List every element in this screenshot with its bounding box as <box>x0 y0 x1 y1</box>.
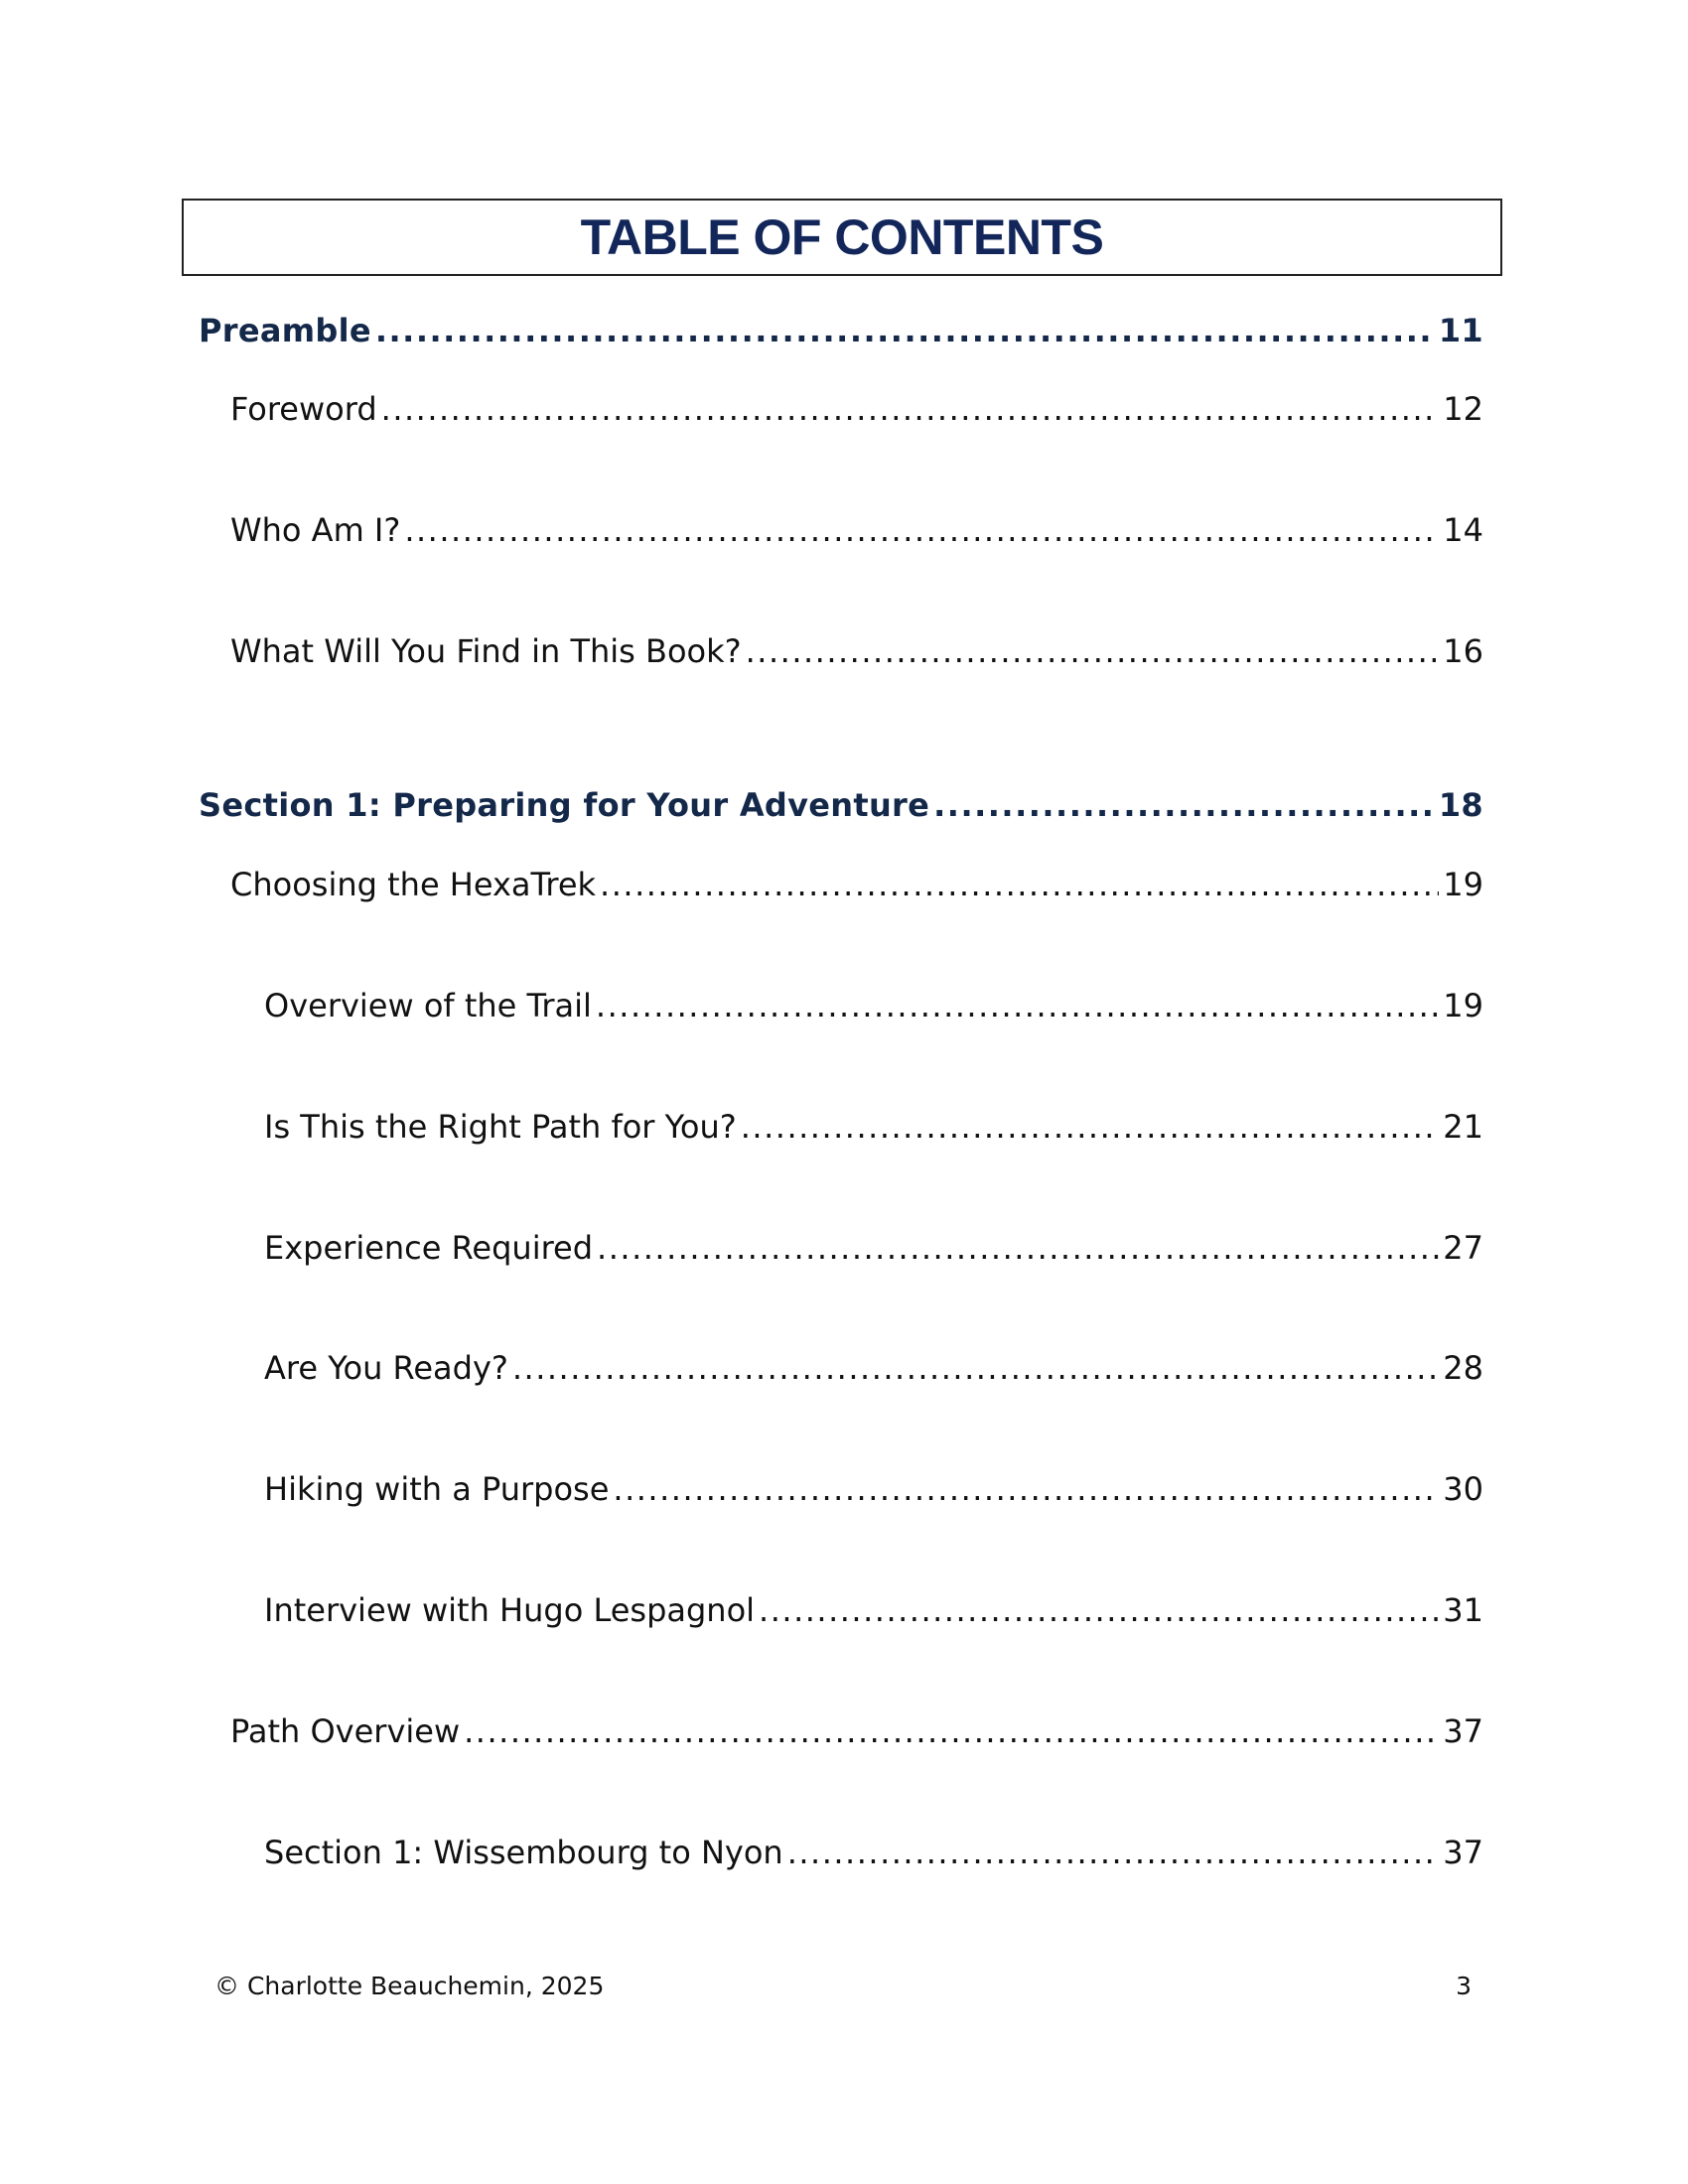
toc-entry-choosing-hexatrek[interactable] <box>230 866 1483 909</box>
dot-leader <box>596 987 1439 1024</box>
toc-entry-label: Section 1: Wissembourg to Nyon <box>264 1834 783 1871</box>
toc-entry-page: 19 <box>1443 866 1483 903</box>
toc-entry-overview-trail[interactable] <box>264 987 1483 1030</box>
toc-entry-page: 28 <box>1443 1349 1483 1387</box>
toc-entry-label: What Will You Find in This Book? <box>230 632 742 670</box>
toc-entry-page: 31 <box>1443 1591 1483 1629</box>
toc-entry-page: 11 <box>1438 312 1483 349</box>
toc-entry-page: 21 <box>1443 1108 1483 1146</box>
toc-entry-page: 16 <box>1443 632 1483 670</box>
toc-entry-are-you-ready[interactable] <box>264 1349 1483 1393</box>
toc-entry-label: Hiking with a Purpose <box>264 1470 610 1508</box>
footer-page-number: 3 <box>1456 1972 1472 2000</box>
toc-entry-label: Interview with Hugo Lespagnol <box>264 1591 756 1629</box>
dot-leader <box>933 786 1435 824</box>
toc-entry-label: Are You Ready? <box>264 1349 508 1387</box>
page-title: TABLE OF CONTENTS <box>580 209 1104 265</box>
toc-entry-experience-required[interactable] <box>264 1229 1483 1273</box>
dot-leader <box>613 1470 1439 1508</box>
toc-entry-page: 18 <box>1438 786 1483 824</box>
toc-entry-label: Foreword <box>230 390 377 428</box>
dot-leader <box>759 1591 1439 1629</box>
toc-entry-foreword[interactable] <box>230 390 1483 434</box>
dot-leader <box>375 312 1435 349</box>
dot-leader <box>746 632 1440 670</box>
toc-entry-page: 37 <box>1443 1834 1483 1871</box>
toc-entry-wissembourg-nyon[interactable] <box>264 1834 1483 1877</box>
toc-entry-label: Overview of the Trail <box>264 987 592 1024</box>
dot-leader <box>741 1108 1440 1146</box>
toc-entry-page: 19 <box>1443 987 1483 1024</box>
toc-entry-path-overview[interactable] <box>230 1712 1483 1756</box>
toc-entry-page: 14 <box>1443 511 1483 549</box>
toc-entry-what-will-you-find[interactable] <box>230 632 1483 676</box>
dot-leader <box>600 866 1439 903</box>
dot-leader <box>512 1349 1439 1387</box>
dot-leader <box>787 1834 1440 1871</box>
toc-entry-preamble[interactable] <box>199 312 1483 355</box>
toc-entry-label: Section 1: Preparing for Your Adventure <box>199 786 930 824</box>
dot-leader <box>464 1712 1439 1750</box>
toc-entry-page: 12 <box>1443 390 1483 428</box>
dot-leader <box>404 511 1439 549</box>
toc-entry-right-path[interactable] <box>264 1108 1483 1152</box>
toc-entry-page: 27 <box>1443 1229 1483 1267</box>
dot-leader <box>597 1229 1439 1267</box>
toc-entry-section-1[interactable] <box>199 786 1483 830</box>
toc-entry-label: Path Overview <box>230 1712 461 1750</box>
toc-entry-who-am-i[interactable] <box>230 511 1483 555</box>
toc-entry-label: Preamble <box>199 312 371 349</box>
toc-entry-label: Who Am I? <box>230 511 401 549</box>
dot-leader <box>381 390 1440 428</box>
toc-entry-label: Is This the Right Path for You? <box>264 1108 737 1146</box>
toc-entry-hiking-purpose[interactable] <box>264 1470 1483 1514</box>
footer-copyright: © Charlotte Beauchemin, 2025 <box>214 1972 605 2000</box>
toc-entry-page: 30 <box>1443 1470 1483 1508</box>
toc-entry-label: Choosing the HexaTrek <box>230 866 597 903</box>
toc-entry-page: 37 <box>1443 1712 1483 1750</box>
toc-entry-interview[interactable] <box>264 1591 1483 1635</box>
toc-entry-label: Experience Required <box>264 1229 594 1267</box>
